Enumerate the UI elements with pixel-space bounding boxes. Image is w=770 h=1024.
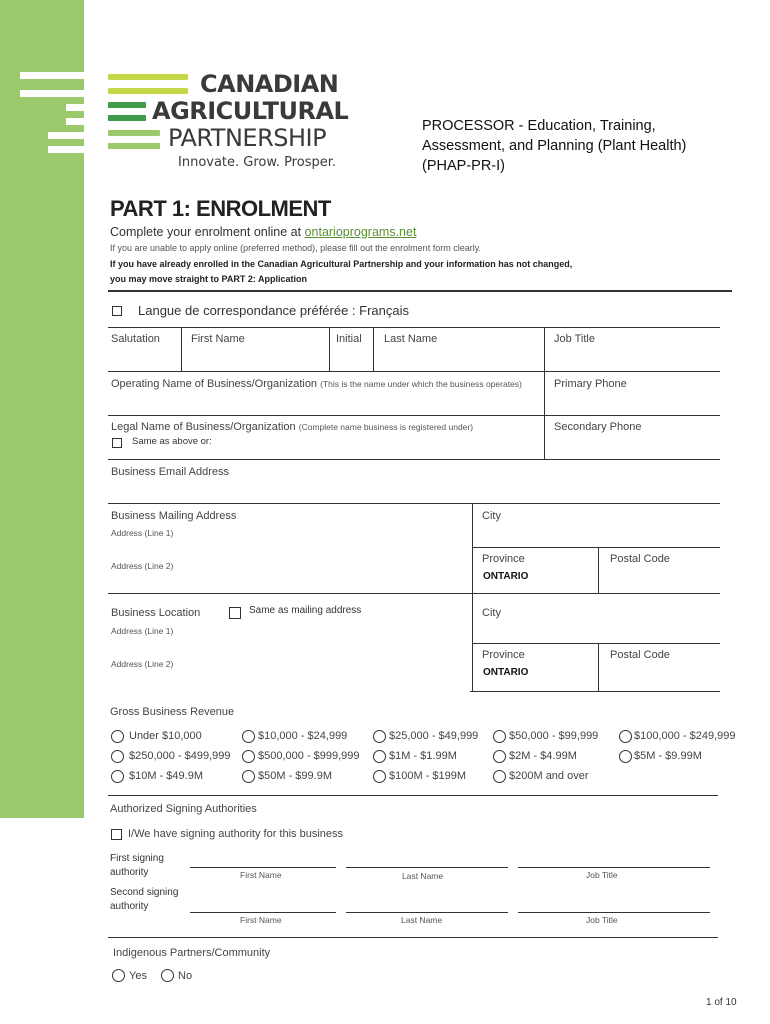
mailing-line1-label: Address (Line 1) (111, 528, 174, 538)
revenue-radio[interactable] (373, 770, 386, 783)
indigenous-yes-radio[interactable] (112, 969, 125, 982)
divider (472, 643, 720, 644)
last-name-label: Last Name (384, 333, 438, 345)
revenue-option-label: $5M - $9.99M (634, 750, 702, 762)
second-signer-last-name-line[interactable] (346, 912, 508, 913)
sidebar-stripe (20, 90, 84, 97)
logo-line2: AGRICULTURAL (152, 97, 349, 125)
signing-authority-checkbox[interactable] (111, 829, 122, 840)
salutation-label: Salutation (111, 333, 160, 345)
logo-bar (108, 115, 146, 121)
revenue-option-label: $100,000 - $249,999 (634, 730, 736, 742)
mailing-line2-label: Address (Line 2) (111, 561, 174, 571)
job-title-caption: Job Title (586, 870, 618, 880)
logo-bar (108, 143, 160, 149)
logo-tagline: Innovate. Grow. Prosper. (178, 155, 337, 170)
job-title-caption: Job Title (586, 915, 618, 925)
sidebar-stripe (20, 72, 84, 79)
divider (108, 795, 718, 796)
part-title: PART 1: ENROLMENT (110, 196, 331, 221)
revenue-option-label: Under $10,000 (129, 730, 202, 742)
operating-name-field[interactable] (111, 378, 522, 390)
revenue-radio[interactable] (619, 730, 632, 743)
form-title-line: PROCESSOR - Education, Training, (422, 118, 656, 134)
signing-title: Authorized Signing Authorities (110, 803, 257, 815)
divider (598, 547, 599, 593)
divider (472, 547, 720, 548)
indigenous-title: Indigenous Partners/Community (113, 947, 271, 959)
mailing-address-label: Business Mailing Address (111, 510, 237, 522)
same-as-above-label: Same as above or: (132, 436, 212, 447)
page-number: 1 of 10 (706, 997, 737, 1008)
first-name-caption: First Name (240, 915, 282, 925)
sidebar-stripe (48, 132, 84, 139)
operating-name-note: (This is the name under which the business operates) (320, 379, 522, 389)
first-signing-line: authority (110, 867, 149, 878)
revenue-option-label: $500,000 - $999,999 (258, 750, 360, 762)
location-city-label: City (482, 607, 501, 619)
logo-bar (108, 74, 188, 80)
indigenous-no-radio[interactable] (161, 969, 174, 982)
mailing-province-value: ONTARIO (483, 571, 529, 582)
first-name-caption: First Name (240, 870, 282, 880)
first-signer-last-name-line[interactable] (346, 867, 508, 868)
logo-line1: CANADIAN (200, 70, 339, 98)
primary-phone-label: Primary Phone (554, 378, 627, 390)
same-as-above-checkbox[interactable] (112, 438, 122, 448)
secondary-phone-label: Secondary Phone (554, 421, 642, 433)
revenue-option-label: $10,000 - $24,999 (258, 730, 348, 742)
revenue-radio[interactable] (373, 750, 386, 763)
form-title-line: Assessment, and Planning (Plant Health) (422, 138, 687, 154)
second-signer-first-name-line[interactable] (190, 912, 336, 913)
online-prefix: Complete your enrolment online at (110, 225, 305, 239)
divider (598, 643, 599, 691)
revenue-option-label: $1M - $1.99M (389, 750, 457, 762)
logo-line3: PARTNERSHIP (168, 124, 327, 152)
sidebar-stripe (66, 118, 84, 125)
online-link[interactable]: ontarioprograms.net (304, 225, 417, 239)
location-province-label: Province (482, 649, 525, 661)
enrolled-note: If you have already enrolled in the Canadian Agricultural Partnership and your information has not changed, (110, 259, 573, 269)
revenue-title: Gross Business Revenue (110, 706, 235, 718)
divider (108, 937, 718, 938)
revenue-option-label: $200M and over (509, 770, 589, 782)
second-signing-line: authority (110, 901, 149, 912)
first-signer-job-title-line[interactable] (518, 867, 710, 868)
revenue-option-label: $2M - $4.99M (509, 750, 577, 762)
paper-note: If you are unable to apply online (preferred method), please fill out the enrolment form clearly. (110, 243, 482, 253)
revenue-option-label: $50M - $99.9M (258, 770, 332, 782)
divider (472, 503, 473, 593)
divider (544, 327, 545, 459)
french-checkbox[interactable] (112, 306, 122, 316)
divider (470, 691, 720, 692)
revenue-radio[interactable] (111, 770, 124, 783)
email-label: Business Email Address (111, 466, 229, 478)
divider (108, 459, 720, 460)
revenue-radio[interactable] (242, 750, 255, 763)
last-name-caption: Last Name (401, 915, 443, 925)
revenue-option-label: $100M - $199M (389, 770, 467, 782)
revenue-option-label: $25,000 - $49,999 (389, 730, 479, 742)
divider (108, 503, 720, 504)
form-title-line: (PHAP-PR-I) (422, 158, 505, 174)
enrolled-note: you may move straight to PART 2: Application (110, 274, 308, 284)
mailing-province-label: Province (482, 553, 525, 565)
mailing-postal-label: Postal Code (610, 553, 670, 565)
mailing-city-label: City (482, 510, 501, 522)
revenue-radio[interactable] (111, 730, 124, 743)
location-line2-label: Address (Line 2) (111, 659, 174, 669)
second-signer-job-title-line[interactable] (518, 912, 710, 913)
divider (329, 327, 330, 371)
divider (108, 415, 720, 416)
legal-name-label: Legal Name of Business/Organization (111, 421, 296, 433)
logo-bar (108, 130, 160, 136)
first-signing-label (110, 852, 164, 880)
revenue-radio[interactable] (493, 770, 506, 783)
same-as-mailing-checkbox[interactable] (229, 607, 241, 619)
logo-bar (108, 102, 146, 108)
divider (181, 327, 182, 371)
second-signing-label (110, 886, 178, 914)
divider (472, 593, 473, 691)
business-location-label: Business Location (111, 607, 201, 619)
sidebar-stripe (48, 146, 84, 153)
revenue-radio[interactable] (493, 730, 506, 743)
revenue-option-label: $50,000 - $99,999 (509, 730, 599, 742)
indigenous-no-label: No (178, 970, 193, 982)
french-label: Langue de correspondance préférée : Français (138, 303, 410, 318)
logo-bar (108, 88, 188, 94)
last-name-caption: Last Name (402, 871, 444, 881)
operating-name-label: Operating Name of Business/Organization (111, 378, 318, 390)
job-title-label: Job Title (554, 333, 595, 345)
revenue-radio[interactable] (619, 750, 632, 763)
divider (108, 371, 720, 372)
divider (108, 290, 732, 292)
initial-label: Initial (336, 333, 362, 345)
sidebar-stripe (66, 104, 84, 111)
divider (108, 593, 720, 594)
location-postal-label: Postal Code (610, 649, 670, 661)
revenue-option-label: $10M - $49.9M (129, 770, 203, 782)
location-province-value: ONTARIO (483, 667, 529, 678)
indigenous-yes-label: Yes (129, 970, 147, 982)
first-signer-first-name-line[interactable] (190, 867, 336, 868)
divider (108, 327, 720, 328)
revenue-radio[interactable] (242, 730, 255, 743)
revenue-radio[interactable] (242, 770, 255, 783)
location-line1-label: Address (Line 1) (111, 626, 174, 636)
legal-name-field[interactable] (111, 421, 473, 433)
revenue-radio[interactable] (373, 730, 386, 743)
form-title (422, 116, 742, 176)
legal-name-note: (Complete name business is registered under) (298, 422, 474, 432)
revenue-radio[interactable] (493, 750, 506, 763)
first-signing-line: First signing (110, 853, 164, 864)
online-instruction (110, 225, 416, 239)
same-as-mailing-label: Same as mailing address (249, 605, 362, 616)
divider (373, 327, 374, 371)
decorative-sidebar (0, 0, 84, 818)
revenue-option-label: $250,000 - $499,999 (129, 750, 231, 762)
first-name-label: First Name (191, 333, 245, 345)
signing-authority-label: I/We have signing authority for this business (128, 828, 344, 840)
revenue-radio[interactable] (111, 750, 124, 763)
second-signing-line: Second signing (110, 887, 179, 898)
